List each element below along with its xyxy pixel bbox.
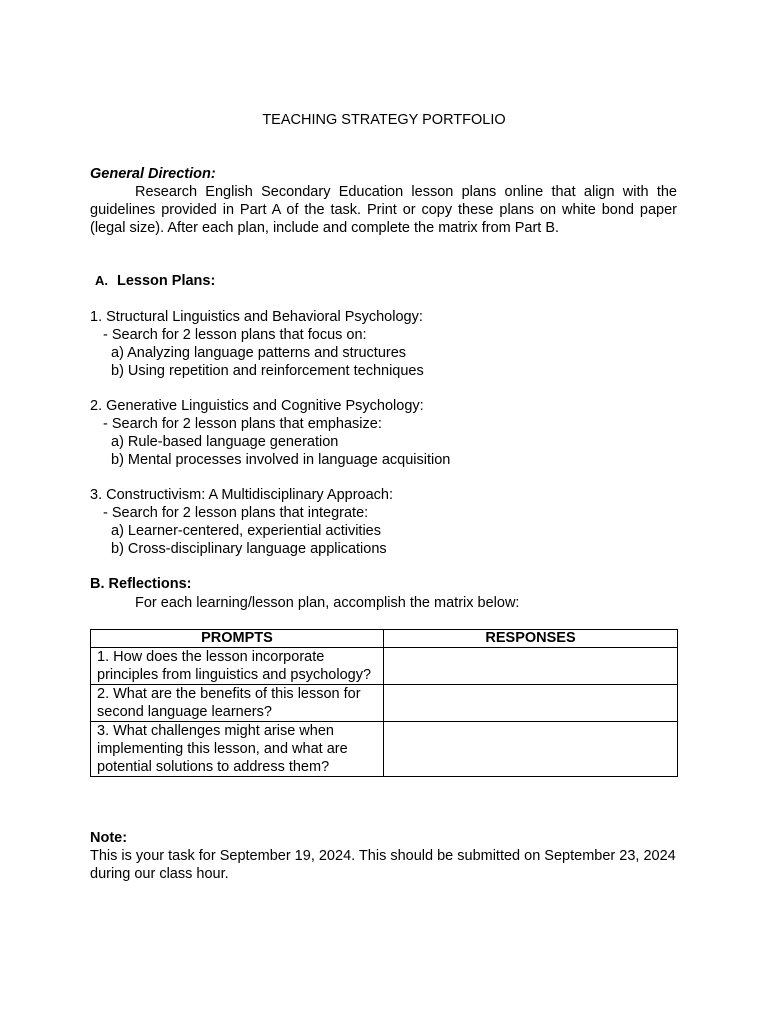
table-header-row — [91, 630, 678, 648]
lesson-plan-item-b: b) Mental processes involved in language acquisition — [111, 452, 451, 468]
note-heading: Note: — [90, 830, 128, 846]
lesson-plan-search: - Search for 2 lesson plans that focus on: — [103, 327, 367, 343]
lesson-plan-search: - Search for 2 lesson plans that integrate: — [103, 505, 369, 521]
section-a-heading — [95, 272, 215, 290]
lesson-plan-item-a: a) Learner-centered, experiential activities — [111, 523, 381, 539]
response-cell — [384, 648, 678, 685]
response-cell — [384, 685, 678, 722]
lesson-plan-search: - Search for 2 lesson plans that emphasize: — [103, 416, 382, 432]
prompt-cell: 2. What are the benefits of this lesson for second language learners? — [91, 685, 384, 722]
lesson-plan-item-a: a) Analyzing language patterns and structures — [111, 345, 407, 361]
section-b-heading: B. Reflections: — [90, 576, 192, 592]
responses-column-header: RESPONSES — [384, 630, 678, 648]
reflection-matrix — [90, 629, 678, 777]
table-row — [91, 648, 678, 685]
lesson-plan-title: 1. Structural Linguistics and Behavioral Psychology: — [90, 309, 423, 325]
prompts-column-header: PROMPTS — [91, 630, 384, 648]
general-direction-body: Research English Secondary Education lesson plans online that align with the guidelines provided in Part A of the task. Print or copy these plans on white bond paper (legal size). After each plan, include and complete the matrix from Part B. — [90, 184, 677, 236]
prompt-cell: 1. How does the lesson incorporate principles from linguistics and psychology? — [91, 648, 384, 685]
section-a-letter: A. — [95, 273, 108, 288]
prompt-cell: 3. What challenges might arise when implementing this lesson, and what are potential solutions to address them? — [91, 722, 384, 777]
lesson-plan-item-b: b) Using repetition and reinforcement techniques — [111, 363, 424, 379]
table-row — [91, 685, 678, 722]
lesson-plan-item-b: b) Cross-disciplinary language applications — [111, 541, 387, 557]
lesson-plan-group-2 — [90, 397, 450, 469]
section-a-title: Lesson Plans: — [117, 273, 216, 289]
note-body: This is your task for September 19, 2024. This should be submitted on September 23, 2024 during our class hour. — [90, 848, 676, 882]
document-title: TEACHING STRATEGY PORTFOLIO — [262, 112, 506, 128]
table-row — [91, 722, 678, 777]
lesson-plan-title: 2. Generative Linguistics and Cognitive Psychology: — [90, 398, 424, 414]
lesson-plan-group-3 — [90, 486, 393, 558]
general-direction-heading: General Direction: — [90, 166, 216, 182]
lesson-plan-group-1 — [90, 308, 424, 380]
response-cell — [384, 722, 678, 777]
lesson-plan-title: 3. Constructivism: A Multidisciplinary Approach: — [90, 487, 394, 503]
section-b-intro: For each learning/lesson plan, accomplish the matrix below: — [135, 595, 520, 611]
lesson-plan-item-a: a) Rule-based language generation — [111, 434, 339, 450]
